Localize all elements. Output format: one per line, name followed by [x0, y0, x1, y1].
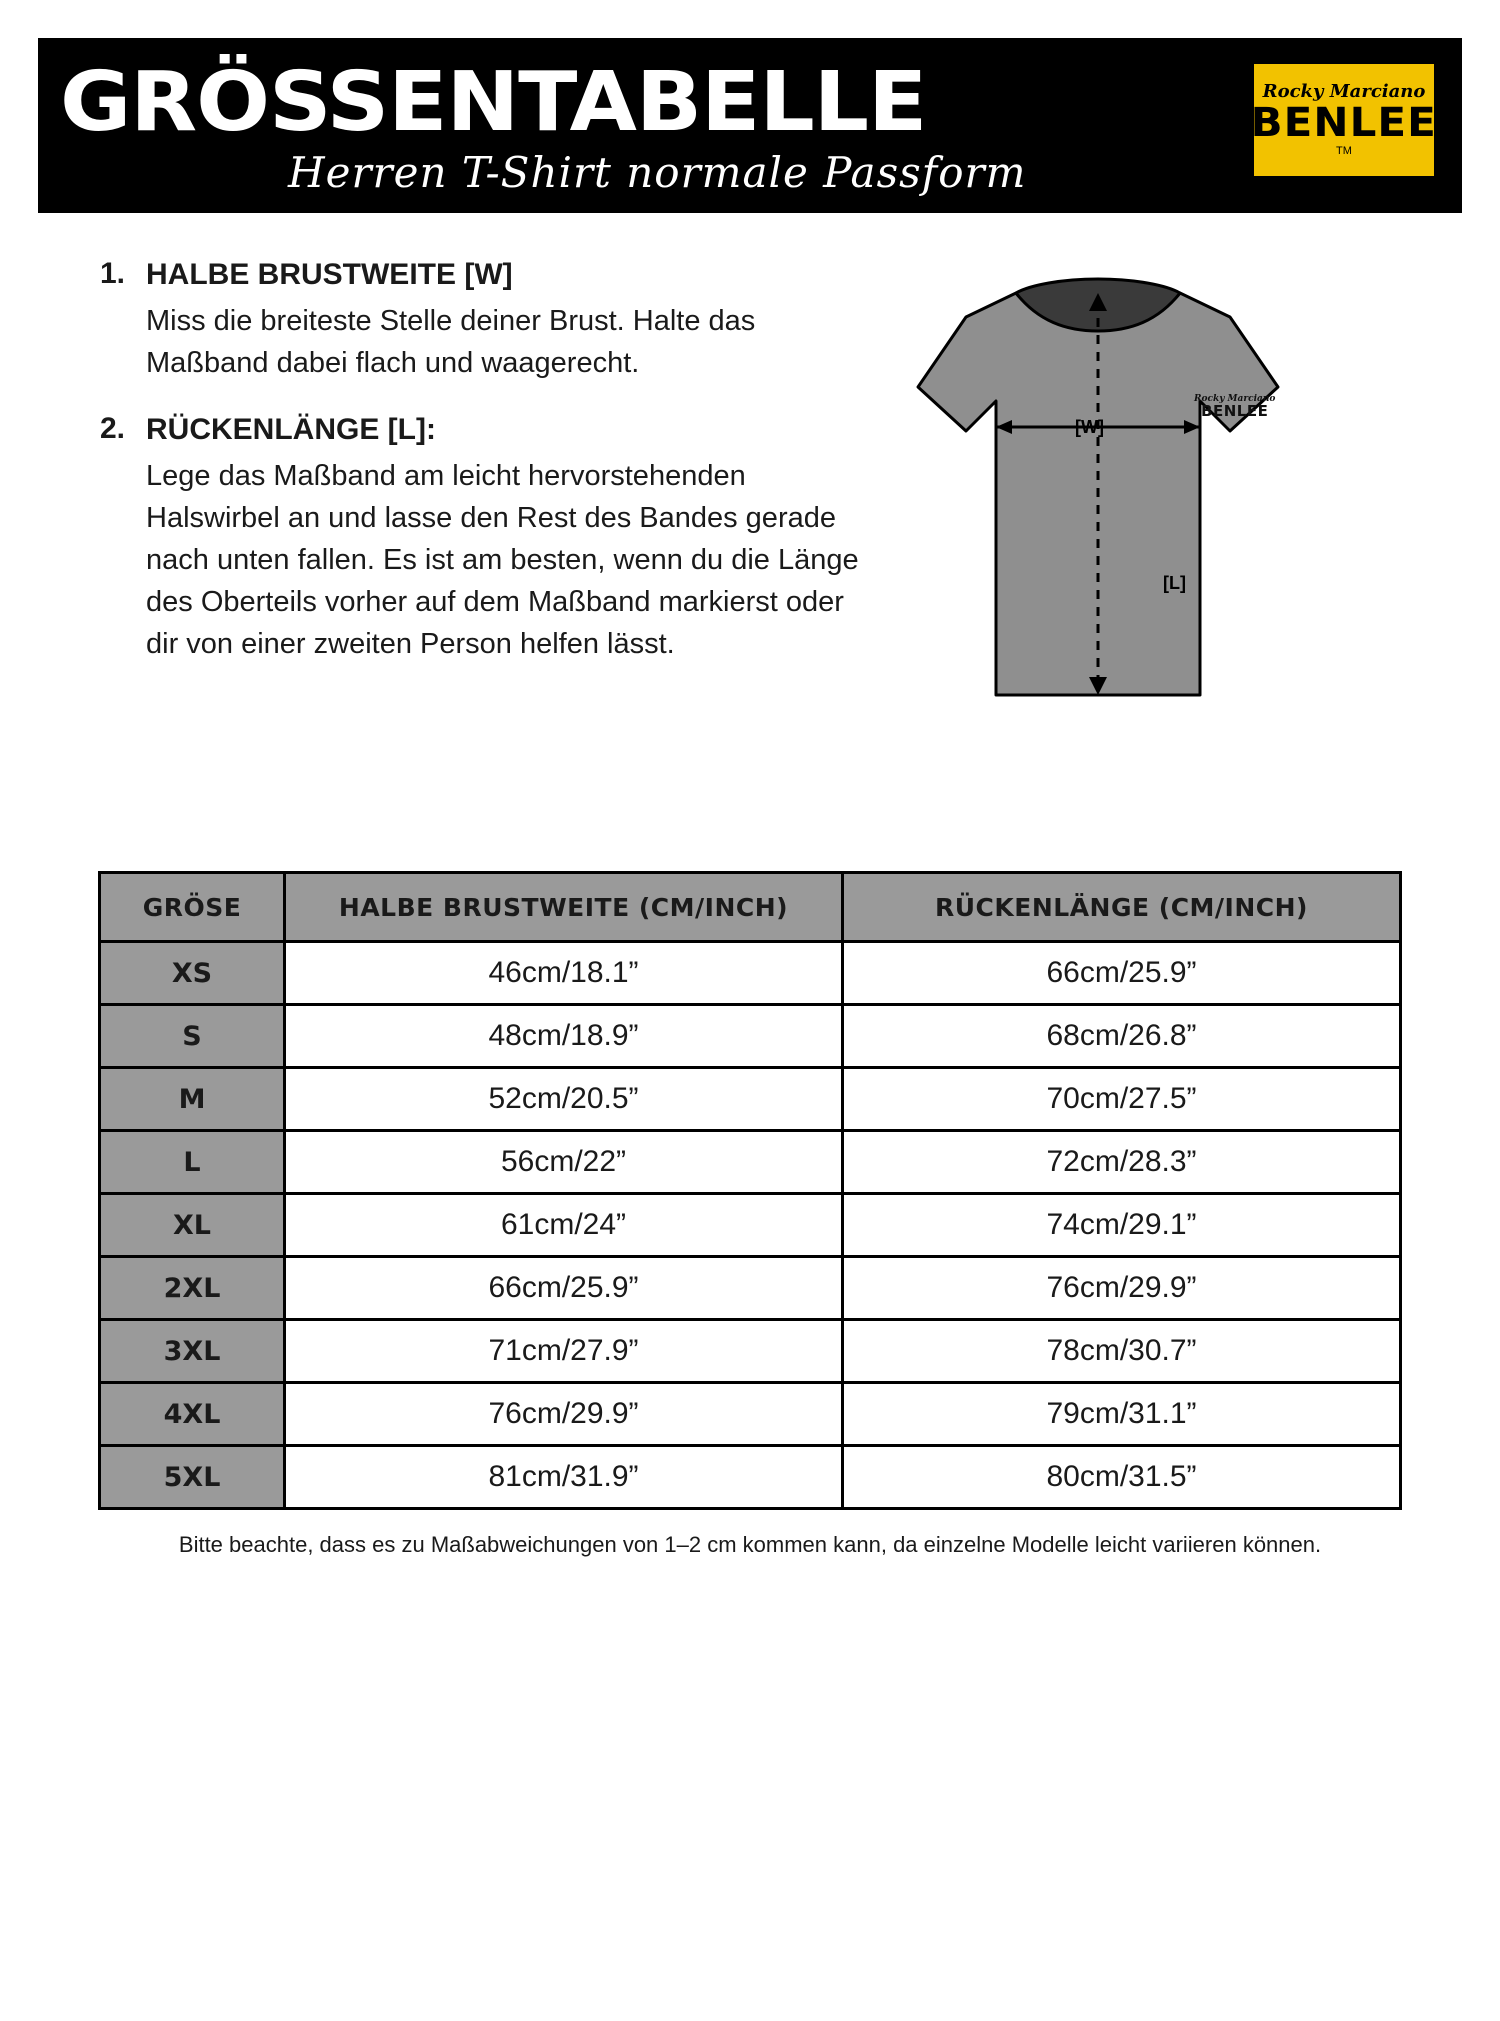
step-text: Miss die breiteste Stelle deiner Brust. Halte das Maßband dabei flach und waagerecht.: [146, 305, 756, 380]
size-table: [98, 871, 1402, 1510]
cell-chest: 76cm/29.9”: [285, 1383, 843, 1446]
cell-chest: 52cm/20.5”: [285, 1068, 843, 1131]
step-text: Lege das Maßband am leicht hervorstehenden Halswirbel an und lasse den Rest des Bandes gerade nach unten fallen. Es ist am besten, wenn du die Länge des Oberteils vorher auf dem Maßband markierst oder dir von einer zweiten Person helfen lässt.: [146, 460, 859, 661]
instructions-list: [38, 255, 878, 845]
cell-size: 5XL: [100, 1446, 285, 1509]
cell-length: 72cm/28.3”: [843, 1131, 1401, 1194]
footnote: Bitte beachte, dass es zu Maßabweichungen von 1–2 cm kommen kann, da einzelne Modelle leicht variieren können.: [178, 1532, 1322, 1557]
cell-length: 68cm/26.8”: [843, 1005, 1401, 1068]
size-table-container: [38, 871, 1462, 1510]
table-header-row: [100, 873, 1401, 942]
cell-size: XS: [100, 942, 285, 1005]
cell-size: L: [100, 1131, 285, 1194]
table-row: [100, 1068, 1401, 1131]
step-title: HALBE BRUSTWEITE [W]: [146, 258, 513, 291]
cell-size: 3XL: [100, 1320, 285, 1383]
cell-length: 66cm/25.9”: [843, 942, 1401, 1005]
instruction-step: [100, 410, 878, 665]
step-title: RÜCKENLÄNGE [L]:: [146, 413, 436, 447]
length-measure-label: [L]: [1163, 573, 1186, 593]
cell-size: 2XL: [100, 1257, 285, 1320]
instruction-step: [100, 255, 878, 384]
cell-chest: 81cm/31.9”: [285, 1446, 843, 1509]
step-number: 1.: [100, 257, 126, 290]
chest-print-top-line: Rocky Marciano: [1194, 394, 1276, 404]
chest-print-logo: [1194, 395, 1275, 419]
chest-print-name: BENLEE: [1201, 402, 1269, 420]
width-measure-label: [W]: [1075, 417, 1104, 437]
cell-chest: 46cm/18.1”: [285, 942, 843, 1005]
cell-size: XL: [100, 1194, 285, 1257]
brand-logo-top-line: Rocky Marciano: [1262, 81, 1426, 102]
cell-length: 74cm/29.1”: [843, 1194, 1401, 1257]
table-row: [100, 1005, 1401, 1068]
cell-length: 79cm/31.1”: [843, 1383, 1401, 1446]
column-header-size: GRÖSE: [100, 873, 285, 942]
tshirt-diagram: [878, 255, 1462, 845]
page-title: GRÖSSENTABELLE: [60, 55, 927, 150]
cell-chest: 71cm/27.9”: [285, 1320, 843, 1383]
cell-chest: 61cm/24”: [285, 1194, 843, 1257]
column-header-chest: HALBE BRUSTWEITE (CM/INCH): [285, 873, 843, 942]
table-row: [100, 1320, 1401, 1383]
cell-size: S: [100, 1005, 285, 1068]
brand-logo: [1250, 60, 1438, 180]
table-row: [100, 1194, 1401, 1257]
table-row: [100, 1383, 1401, 1446]
column-header-length: RÜCKENLÄNGE (CM/INCH): [843, 873, 1401, 942]
cell-size: M: [100, 1068, 285, 1131]
step-number: 2.: [100, 412, 126, 446]
page-subtitle: Herren T-Shirt normale Passform: [288, 148, 1027, 197]
table-row: [100, 942, 1401, 1005]
page-header: [38, 38, 1462, 213]
cell-length: 70cm/27.5”: [843, 1068, 1401, 1131]
tshirt-illustration-icon: [888, 255, 1308, 725]
brand-logo-name: BENLEE: [1250, 100, 1438, 146]
cell-length: 76cm/29.9”: [843, 1257, 1401, 1320]
cell-chest: 48cm/18.9”: [285, 1005, 843, 1068]
table-row: [100, 1131, 1401, 1194]
brand-logo-tm: TM: [1336, 145, 1352, 157]
cell-length: 80cm/31.5”: [843, 1446, 1401, 1509]
cell-length: 78cm/30.7”: [843, 1320, 1401, 1383]
table-row: [100, 1257, 1401, 1320]
table-row: [100, 1446, 1401, 1509]
cell-chest: 56cm/22”: [285, 1131, 843, 1194]
cell-size: 4XL: [100, 1383, 285, 1446]
cell-chest: 66cm/25.9”: [285, 1257, 843, 1320]
instructions-and-diagram: [38, 255, 1462, 845]
